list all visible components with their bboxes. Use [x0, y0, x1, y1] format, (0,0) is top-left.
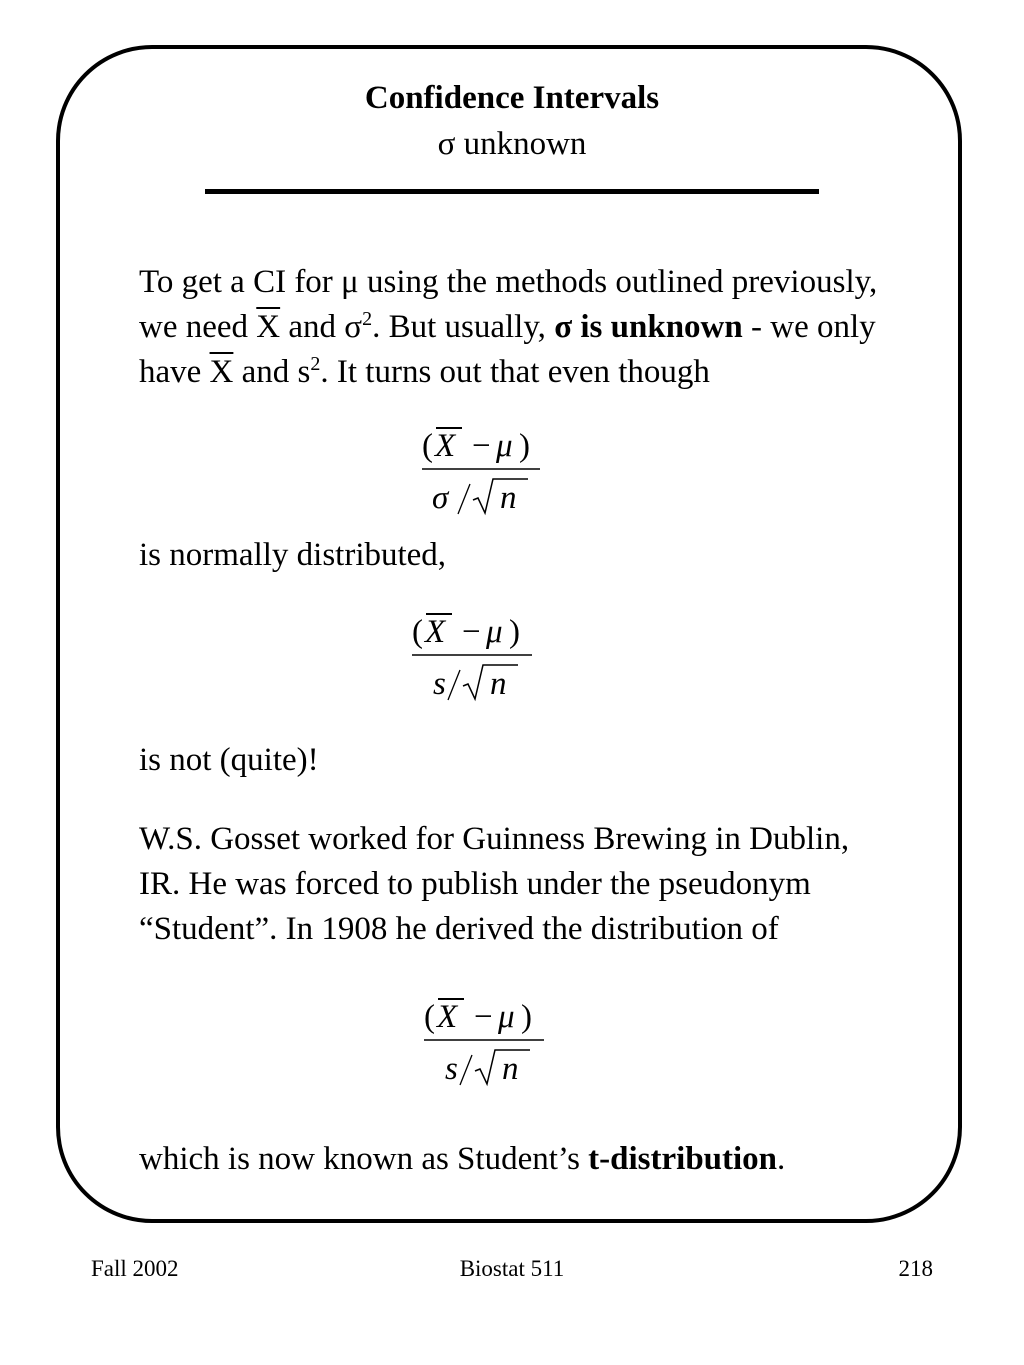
paragraph-intro	[139, 260, 879, 395]
formula-minus: −	[474, 999, 493, 1035]
formula-s: s	[445, 1051, 458, 1087]
intro-text-c: . But usually,	[372, 309, 555, 345]
formula-xbar: X	[425, 614, 446, 650]
formula-close-paren: )	[521, 999, 532, 1035]
xbar-symbol: $\overline{X}$	[209, 354, 234, 390]
formula-mu: μ	[486, 614, 503, 650]
formula-t-statistic	[408, 608, 538, 703]
intro-text-f: . It turns out that even though	[320, 354, 710, 390]
intro-bold-text: σ is unknown	[554, 309, 743, 345]
intro-text-a: To get a CI for μ using the methods outlined previously, we need	[139, 264, 878, 345]
formula-close-paren: )	[509, 614, 520, 650]
xbar-symbol: $\overline{X}$	[256, 309, 281, 345]
formula-sigma: σ	[432, 480, 449, 516]
formula-minus: −	[472, 428, 491, 464]
formula-s: s	[433, 666, 446, 702]
paragraph-gosset: W.S. Gosset worked for Guinness Brewing in Dublin, IR. He was forced to publish under the pseudonym “Student”. In 1908 he derived the distribution of	[139, 821, 850, 947]
footer-course: Biostat 511	[459, 1256, 565, 1281]
formula-mu: μ	[498, 999, 515, 1035]
formula-minus: −	[462, 614, 481, 650]
formula-open-paren: (	[412, 614, 423, 650]
t-distribution-term: t-distribution	[588, 1141, 778, 1177]
paragraph-t-distribution	[139, 1137, 879, 1182]
formula-z-statistic	[418, 422, 548, 517]
formula-t-statistic-gosset	[420, 993, 550, 1088]
superscript: 2	[310, 353, 321, 375]
intro-text-b: and σ	[280, 309, 363, 345]
paragraph-normal: is normally distributed,	[139, 537, 447, 573]
formula-n: n	[490, 666, 507, 702]
formula-n: n	[500, 480, 517, 516]
footer-page-number: 218	[898, 1256, 933, 1281]
slide-subtitle: σ unknown	[437, 126, 587, 162]
formula-xbar: X	[435, 428, 456, 464]
formula-xbar: X	[437, 999, 458, 1035]
superscript: 2	[362, 308, 373, 330]
formula-mu: μ	[496, 428, 513, 464]
formula-open-paren: (	[424, 999, 435, 1035]
formula-open-paren: (	[422, 428, 433, 464]
conclusion-period: .	[777, 1141, 786, 1177]
slide-title: Confidence Intervals	[364, 80, 660, 116]
paragraph-not-quite: is not (quite)!	[139, 742, 319, 778]
conclusion-text: which is now known as Student’s	[139, 1141, 589, 1177]
footer-term: Fall 2002	[91, 1256, 179, 1281]
formula-close-paren: )	[519, 428, 530, 464]
intro-text-e: and s	[233, 354, 311, 390]
formula-n: n	[502, 1051, 519, 1087]
title-divider	[205, 189, 819, 194]
intro-text-d: - we only have	[139, 309, 876, 390]
